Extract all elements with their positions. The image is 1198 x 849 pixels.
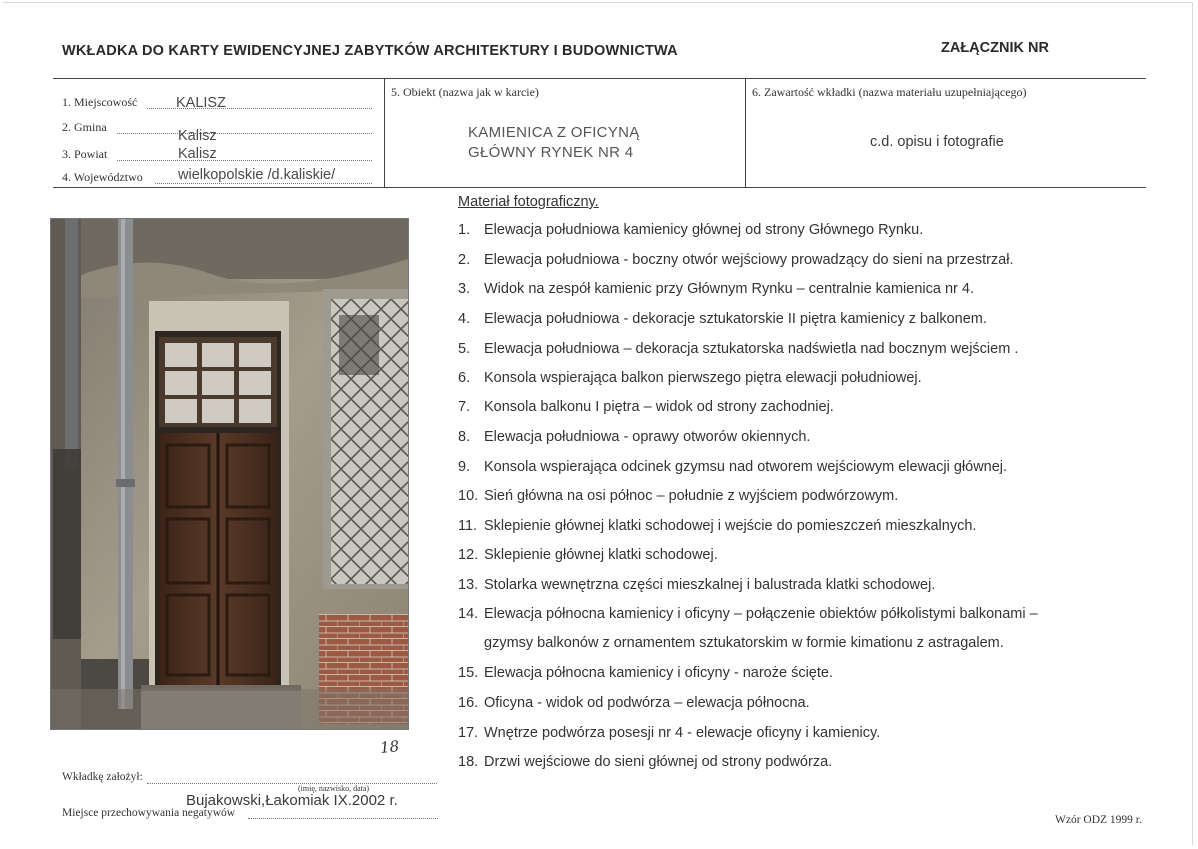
list-item: 16. Oficyna - widok od podwórza – elewacja północna. [458, 695, 810, 711]
form-title: WKŁADKA DO KARTY EWIDENCYJNEJ ZABYTKÓW ARCHITEKTURY I BUDOWNICTWA [62, 43, 678, 59]
list-item: 10. Sień główna na osi północ – południe z wyjściem podwórzowym. [458, 488, 899, 504]
list-item: 12. Sklepienie głównej klatki schodowej. [458, 547, 718, 563]
county-value: Kalisz [178, 146, 217, 162]
object-name-line-1: KAMIENICA Z OFICYNĄ [468, 124, 640, 141]
list-item-continuation: gzymsy balkonów z ornamentem sztukatorskim w formie kimationu z astragalem. [484, 635, 1004, 651]
table-bottom-line [53, 187, 1146, 188]
list-item: 9. Konsola wspierająca odcinek gzymsu nad otworem wejściowym elewacji głównej. [458, 459, 1008, 475]
list-item: 5. Elewacja południowa – dekoracja sztukatorska nadświetla nad bocznym wejściem . [458, 341, 1019, 357]
contents-value: c.d. opisu i fotografie [870, 134, 1004, 150]
photo-caption-number: 18 [379, 737, 400, 757]
doorway-photo [51, 219, 408, 729]
list-item: 4. Elewacja południowa - dekoracje sztukatorskie II piętra kamienicy z balkonem. [458, 311, 987, 327]
created-by-dotline [147, 783, 437, 784]
annex-number-label: ZAŁĄCZNIK NR [941, 40, 1049, 56]
list-item: 18. Drzwi wejściowe do sieni głównej od strony podwórza. [458, 754, 833, 770]
table-divider-2 [745, 78, 746, 188]
list-item: 17. Wnętrze podwórza posesji nr 4 - elewacje oficyny i kamienicy. [458, 725, 881, 741]
list-item: 11. Sklepienie głównej klatki schodowej i wejście do pomieszczeń mieszkalnych. [458, 518, 977, 534]
voivodeship-value: wielkopolskie /d.kaliskie/ [178, 167, 336, 183]
table-top-line [53, 78, 1146, 79]
voivodeship-label: 4. Województwo [62, 170, 143, 184]
author-value: Bujakowski,Łakomiak IX.2002 r. [186, 792, 398, 809]
list-item: 1. Elewacja południowa kamienicy głównej od strony Głównego Rynku. [458, 222, 924, 238]
doorway-photo-drawing [51, 219, 408, 729]
name-date-caption: (imię, nazwisko, data) [298, 784, 370, 793]
list-item: 2. Elewacja południowa - boczny otwór wejściowy prowadzący do sieni na przestrzał. [458, 252, 1014, 268]
object-label: 5. Obiekt (nazwa jak w karcie) [391, 85, 539, 99]
table-divider-1 [384, 78, 385, 188]
contents-label: 6. Zawartość wkładki (nazwa materiału uzupełniającego) [752, 85, 1027, 99]
county-label: 3. Powiat [62, 147, 108, 161]
list-item: 3. Widok na zespół kamienic przy Głównym Rynku – centralnie kamienica nr 4. [458, 281, 974, 297]
list-item: 15. Elewacja północna kamienicy i oficyny - naroże ścięte. [458, 665, 833, 681]
commune-label: 2. Gmina [62, 120, 107, 134]
created-by-label: Wkładkę założył: [62, 771, 143, 783]
form-code: Wzór ODZ 1999 r. [1055, 814, 1142, 826]
materials-title: Materiał fotograficzny. [458, 194, 599, 210]
commune-dotline [117, 133, 372, 134]
list-item: 13. Stolarka wewnętrzna części mieszkalnej i balustrada klatki schodowej. [458, 577, 936, 593]
voivodeship-dotline [155, 183, 372, 184]
commune-value: Kalisz [178, 128, 217, 144]
list-item: 8. Elewacja południowa - oprawy otworów okiennych. [458, 429, 811, 445]
locality-label: 1. Miejscowość [62, 95, 138, 109]
locality-value: KALISZ [176, 95, 226, 111]
list-item: 14. Elewacja północna kamienicy i oficyny – połączenie obiektów półkolistymi balkonami – [458, 606, 1038, 622]
list-item: 7. Konsola balkonu I piętra – widok od strony zachodniej. [458, 399, 834, 415]
negatives-location-label: Miejsce przechowywania negatywów [62, 807, 236, 819]
list-item: 6. Konsola wspierająca balkon pierwszego piętra elewacji południowej. [458, 370, 922, 386]
county-dotline [117, 160, 372, 161]
object-name-line-2: GŁÓWNY RYNEK NR 4 [468, 144, 634, 161]
negatives-location-dotline [248, 818, 438, 819]
